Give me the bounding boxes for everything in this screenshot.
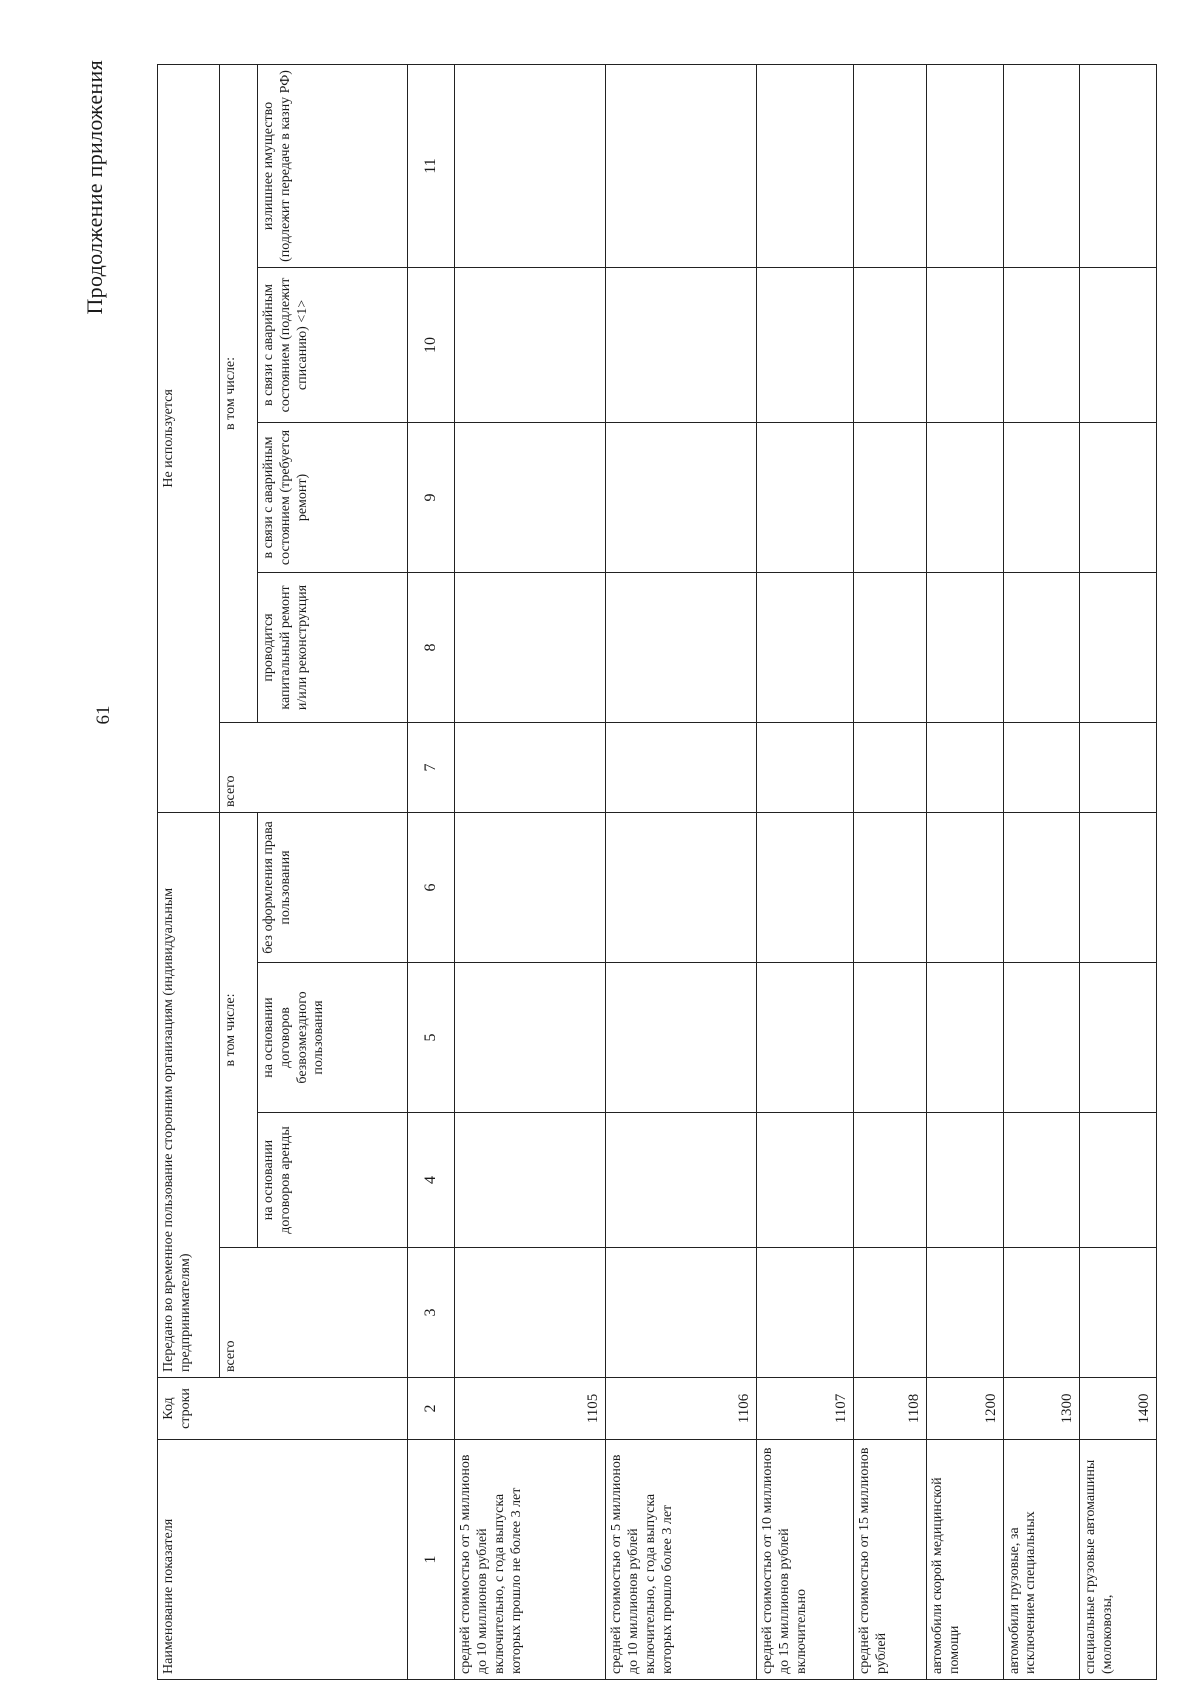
header-transferred-free-use: на основании договоров безвозмездного пользования [258, 963, 408, 1113]
row-code: 1300 [1003, 1378, 1080, 1440]
row-code: 1200 [926, 1378, 1003, 1440]
row-name: средней стоимостью от 10 миллионов до 15 миллионов рублей включительно [757, 1440, 854, 1680]
cell [1080, 572, 1157, 722]
cell [455, 963, 606, 1113]
cell [757, 812, 854, 962]
cell [926, 572, 1003, 722]
cell [455, 267, 606, 422]
column-number: 8 [408, 572, 455, 722]
column-number: 6 [408, 812, 455, 962]
cell [606, 422, 757, 572]
row-code: 1106 [606, 1378, 757, 1440]
cell [606, 1248, 757, 1378]
rotated-document [62, 60, 1162, 1680]
cell [455, 572, 606, 722]
cell [1003, 963, 1080, 1113]
table-row [1003, 64, 1080, 1679]
header-unused-including: в том числе: [220, 64, 258, 722]
cell [455, 422, 606, 572]
cell [1080, 267, 1157, 422]
cell [1003, 64, 1080, 267]
cell [1080, 422, 1157, 572]
cell [1003, 572, 1080, 722]
cell [926, 422, 1003, 572]
cell [455, 1113, 606, 1248]
cell [853, 572, 926, 722]
cell [1080, 1248, 1157, 1378]
header-transferred-including: в том числе: [220, 812, 258, 1247]
row-name: специальные грузовые автомашины (молоковозы, [1080, 1440, 1157, 1680]
header-unused-repair-reconstruction: проводится капитальный ремонт и/или реконструкция [258, 572, 408, 722]
header-transferred-no-rights: без оформления права пользования [258, 812, 408, 962]
cell [455, 64, 606, 267]
cell [1080, 812, 1157, 962]
header-unused-emergency-repair: в связи с аварийным состоянием (требуется ремонт) [258, 422, 408, 572]
cell [926, 812, 1003, 962]
cell [853, 64, 926, 267]
table-row [455, 64, 606, 1679]
cell [757, 572, 854, 722]
cell [757, 722, 854, 812]
cell [455, 722, 606, 812]
header-unused-group: Не используется [158, 64, 220, 812]
cell [1003, 267, 1080, 422]
cell [926, 64, 1003, 267]
cell [606, 812, 757, 962]
table-row [1080, 64, 1157, 1679]
cell [1003, 812, 1080, 962]
row-name: средней стоимостью от 5 миллионов до 10 миллионов рублей включительно, с года выпуска которых прошло более 3 лет [606, 1440, 757, 1680]
header-line-code: Код строки [158, 1378, 408, 1440]
cell [853, 422, 926, 572]
cell [757, 267, 854, 422]
cell [1080, 1113, 1157, 1248]
row-code: 1105 [455, 1378, 606, 1440]
column-number: 9 [408, 422, 455, 572]
table-row [757, 64, 854, 1679]
row-code: 1107 [757, 1378, 854, 1440]
column-number: 1 [408, 1440, 455, 1680]
continuation-label: Продолжение приложения [82, 60, 107, 315]
cell [1003, 722, 1080, 812]
cell [926, 267, 1003, 422]
header-transferred-lease: на основании договоров аренды [258, 1113, 408, 1248]
cell [926, 963, 1003, 1113]
header-transferred-total: всего [220, 1248, 408, 1378]
cell [606, 963, 757, 1113]
cell [757, 963, 854, 1113]
cell [853, 722, 926, 812]
page-number: 61 [93, 705, 114, 725]
row-name: автомобили грузовые, за исключением специальных [1003, 1440, 1080, 1680]
cell [926, 1248, 1003, 1378]
cell [757, 64, 854, 267]
cell [757, 1248, 854, 1378]
cell [606, 572, 757, 722]
header-unused-total: всего [220, 722, 408, 812]
cell [853, 812, 926, 962]
cell [853, 1248, 926, 1378]
cell [853, 963, 926, 1113]
cell [455, 1248, 606, 1378]
row-code: 1400 [1080, 1378, 1157, 1440]
row-code: 1108 [853, 1378, 926, 1440]
cell [926, 1113, 1003, 1248]
table-row [606, 64, 757, 1679]
row-name: средней стоимостью от 15 миллионов рублей [853, 1440, 926, 1680]
cell [1080, 64, 1157, 267]
cell [1003, 1248, 1080, 1378]
cell [606, 64, 757, 267]
header-indicator-name: Наименование показателя [158, 1440, 408, 1680]
row-name: средней стоимостью от 5 миллионов до 10 миллионов рублей включительно, с года выпуска которых прошло не более 3 лет [455, 1440, 606, 1680]
column-number: 4 [408, 1113, 455, 1248]
row-name: автомобили скорой медицинской помощи [926, 1440, 1003, 1680]
cell [455, 812, 606, 962]
column-number: 2 [408, 1378, 455, 1440]
header-unused-emergency-writeoff: в связи с аварийным состоянием (подлежит списанию) <1> [258, 267, 408, 422]
cell [1003, 422, 1080, 572]
column-number: 3 [408, 1248, 455, 1378]
cell [1080, 722, 1157, 812]
cell [1003, 1113, 1080, 1248]
column-number: 10 [408, 267, 455, 422]
column-number: 11 [408, 64, 455, 267]
cell [757, 422, 854, 572]
header-transferred-group: Передано во временное пользование сторонним организациям (индивидуальным предпринимателям) [158, 812, 220, 1377]
header-unused-surplus: излишнее имущество (подлежит передаче в казну РФ) [258, 64, 408, 267]
cell [757, 1113, 854, 1248]
cell [606, 1113, 757, 1248]
column-number: 5 [408, 963, 455, 1113]
table-row [853, 64, 926, 1679]
cell [1080, 963, 1157, 1113]
cell [853, 267, 926, 422]
column-number: 7 [408, 722, 455, 812]
data-table [157, 64, 1157, 1680]
cell [926, 722, 1003, 812]
cell [606, 722, 757, 812]
table-row [926, 64, 1003, 1679]
cell [606, 267, 757, 422]
cell [853, 1113, 926, 1248]
